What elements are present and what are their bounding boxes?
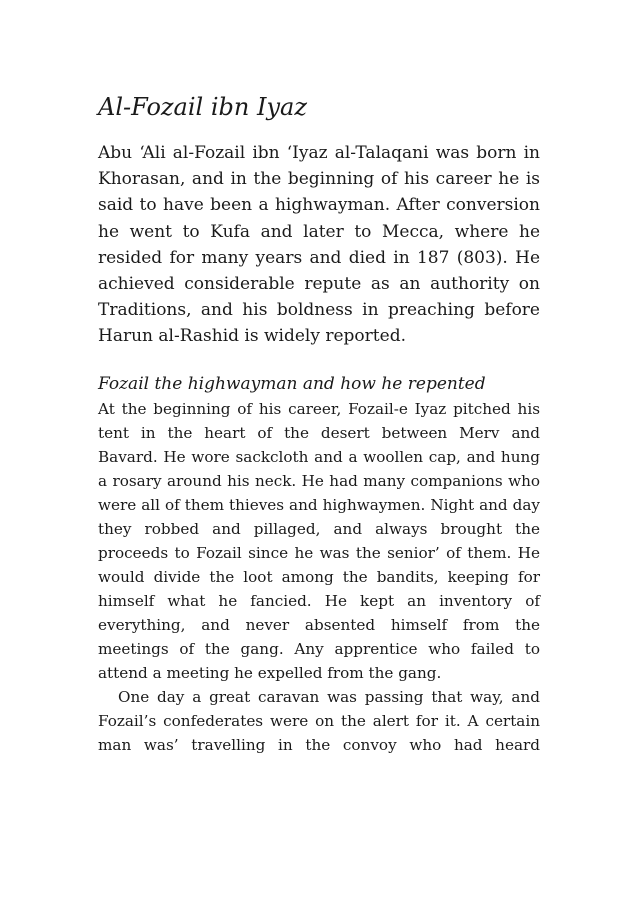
- chapter-title: Al-Fozail ibn Iyaz: [98, 93, 307, 121]
- body-paragraph-1: At the beginning of his career, Fozail-e Iyaz pitched his tent in the heart of the desert between Merv and Bavard. He wore sackcloth and a woollen cap, and hung a rosary around his neck. He had many companions who were all of them thieves and highwaymen. Night and day they robbed and pillaged, and always brought the proceeds to Fozail since he was the senior’ of them. He would divide the loot among the bandits, keeping for himself what he fancied. He kept an inventory of everything, and never absented himself from the meetings of the gang. Any apprentice who failed to attend a meeting he expelled from the gang.: [98, 399, 540, 682]
- body-paragraph-2: One day a great caravan was passing that way, and Fozail’s confederates were on the alert for it. A certain man was’ travelling in the convoy who had heard: [98, 687, 540, 754]
- intro-paragraph: Abu ‘Ali al-Fozail ibn ‘Iyaz al-Talaqani was born in Khorasan, and in the beginning of his career he is said to have been a highwayman. After conversion he went to Kufa and later to Mecca, where he resided for many years and died in 187 (803). He achieved considerable repute as an authority on Traditions, and his boldness in preaching before Harun al-Rashid is widely reported.: [98, 143, 540, 347]
- section-heading: Fozail the highwayman and how he repented: [98, 373, 486, 394]
- book-page: [98, 92, 540, 757]
